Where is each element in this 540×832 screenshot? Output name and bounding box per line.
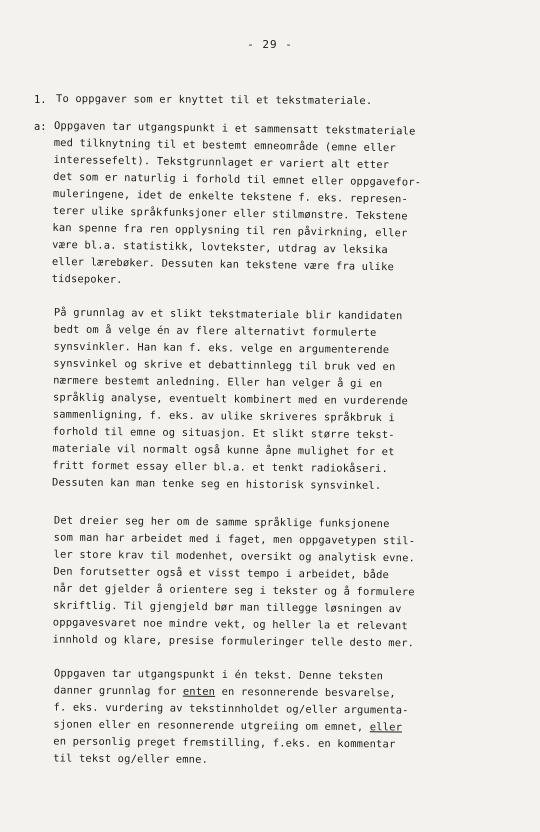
paragraph-line: Den forutsetter også et visst tempo i arbeidet, både (53, 565, 390, 582)
paragraph-line: danner grunnlag for enten en resonnerende besvarelse, (53, 684, 396, 700)
paragraph-line: kan spenne fra ren opplysning til ren påvirkning, eller (52, 221, 408, 240)
paragraph-line: en personlig preget fremstilling, f.eks. en kommentar (53, 735, 396, 751)
paragraph-line: sammenligning, f. eks. av ulike skriveres språkbruk i (52, 408, 396, 425)
paragraph-line: språklig analyse, eventuelt kombinert med en vurderende (52, 391, 409, 408)
paragraph-line: til tekst og/eller emne. (53, 752, 209, 766)
paragraph-line: Oppgaven tar utgangspunkt i én tekst. Denne teksten (53, 667, 384, 683)
paragraph-line: oppgavesvaret noe mindre vekt, og heller la et relevant (52, 616, 408, 633)
item-heading: To oppgaver som er knyttet til et tekstmateriale. (55, 92, 373, 108)
paragraph-line: Dessuten kan man tenke seg en historisk synsvinkel. (52, 476, 382, 493)
item-label: a: (34, 121, 47, 133)
page-number: - 29 - (247, 38, 293, 51)
paragraph-line: sjonen eller en resonnerende utgreiing om emnet, eller (53, 718, 403, 734)
paragraph-line: interessefelt). Tekstgrunnlaget er variert alt etter (53, 153, 390, 172)
paragraph-line: materiale vil normalt også kunne åpne mulighet for et (52, 442, 395, 459)
paragraph-line: eller lærebøker. Dessuten kan tekstene være fra ulike (51, 255, 395, 274)
paragraph-line: det som er naturlig i forhold til emnet eller oppgavefor- (53, 170, 422, 189)
paragraph-line: som man har arbeidet med i faget, men oppgavetypen stil- (53, 531, 416, 548)
underlined-word: eller (369, 721, 403, 734)
paragraph-line: skriftlig. Til gjengjeld bør man tillegge løsningen av (52, 599, 402, 616)
paragraph-line: synsvinkel og skrive et debattinnlegg til bruk ved en (53, 357, 396, 374)
paragraph-line: muleringene, idet de enkelte tekstene f. eks. represen- (52, 187, 409, 206)
paragraph-line: innhold og klare, presise formuleringer telle desto mer. (52, 633, 415, 650)
item-number: 1. (34, 94, 47, 106)
underlined-word: enten (182, 685, 216, 698)
paragraph-line: synsvinkler. Han kan f. eks. velge en argumenterende (53, 340, 390, 357)
paragraph-line: være bl.a. statistikk, lovtekster, utdrag av leksika (52, 238, 388, 257)
paragraph-line: fritt formet essay eller bl.a. et tenkt radiokåseri. (52, 459, 389, 476)
paragraph-line: Oppgaven tar utgangspunkt i et sammensatt tekstmateriale (53, 119, 416, 138)
paragraph-line: f. eks. vurdering av tekstinnholdet og/eller argumenta- (53, 701, 409, 717)
paragraph-line: nærmere bestemt anledning. Eller han velger å gi en (53, 374, 383, 391)
paragraph-line: ler store krav til modenhet, oversikt og analytisk evne. (53, 548, 416, 565)
paragraph-line: På grunnlag av et slikt tekstmateriale blir kandidaten (53, 306, 403, 323)
paragraph-line: Det dreier seg her om de samme språklige funksjonene (53, 514, 390, 531)
paragraph-line: med tilknytning til et bestemt emneområde (emne eller (53, 136, 396, 155)
paragraph-line: forhold til emne og situasjon. Et slikt større tekst- (52, 425, 395, 442)
paragraph-line: når det gjelder å orientere seg i tekster og å formulere (53, 582, 415, 599)
paragraph-line: tidsepoker. (51, 272, 123, 286)
paragraph-line: terer ulike språkfunksjoner eller stilmønstre. Tekstene (52, 204, 408, 223)
paragraph-line: bedt om å velge én av flere alternativt formulerte (53, 323, 377, 339)
